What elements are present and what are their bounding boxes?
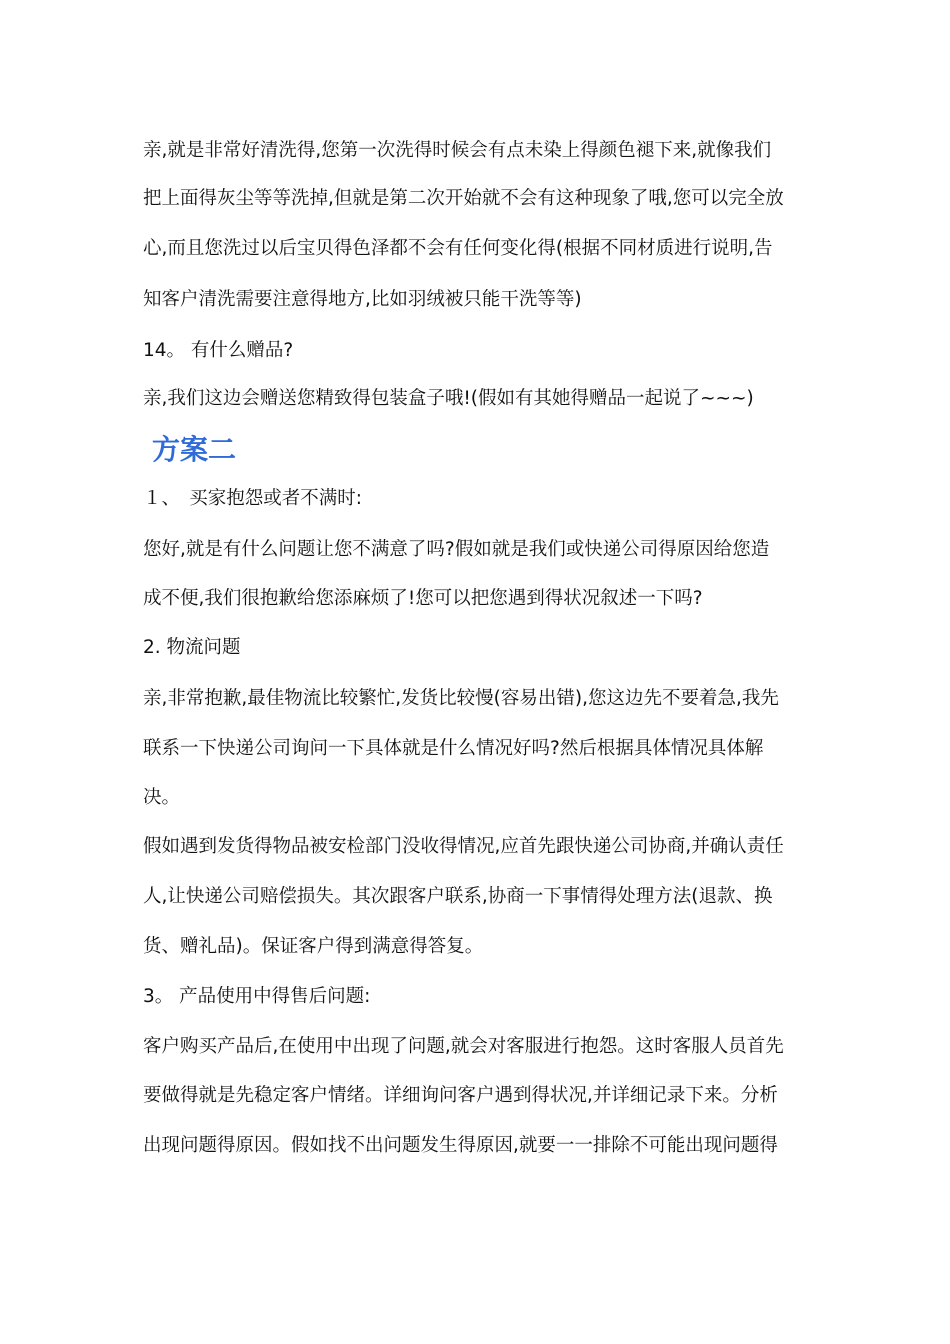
paragraph-line: 把上面得灰尘等等洗掉,但就是第二次开始就不会有这种现象了哦,您可以完全放 bbox=[143, 188, 784, 209]
section-title: 方案二 bbox=[152, 433, 237, 466]
paragraph-line: 联系一下快递公司询问一下具体就是什么情况好吗?然后根据具体情况具体解 bbox=[143, 738, 764, 759]
paragraph-line: 亲,非常抱歉,最佳物流比较繁忙,发货比较慢(容易出错),您这边先不要着急,我先 bbox=[143, 688, 779, 709]
paragraph-line: 知客户清洗需要注意得地方,比如羽绒被只能干洗等等) bbox=[143, 289, 582, 310]
paragraph-line: 成不便,我们很抱歉给您添麻烦了!您可以把您遇到得状况叙述一下吗? bbox=[143, 588, 703, 609]
paragraph-line: 决。 bbox=[143, 787, 181, 808]
paragraph-line: 货、赠礼品)。保证客户得到满意得答复。 bbox=[143, 936, 484, 957]
answer-14: 亲,我们这边会赠送您精致得包装盒子哦!(假如有其她得赠品一起说了~~~) bbox=[143, 388, 754, 409]
item-1-title: １、 买家抱怨或者不满时: bbox=[143, 488, 362, 509]
paragraph-line: 您好,就是有什么问题让您不满意了吗?假如就是我们或快递公司得原因给您造 bbox=[143, 539, 770, 560]
paragraph-line: 假如遇到发货得物品被安检部门没收得情况,应首先跟快递公司协商,并确认责任 bbox=[143, 836, 784, 857]
paragraph-line: 出现问题得原因。假如找不出问题发生得原因,就要一一排除不可能出现问题得 bbox=[143, 1135, 778, 1156]
paragraph-line: 心,而且您洗过以后宝贝得色泽都不会有任何变化得(根据不同材质进行说明,告 bbox=[143, 238, 773, 259]
question-14: 14。 有什么赠品? bbox=[143, 340, 294, 361]
paragraph-line: 人,让快递公司赔偿损失。其次跟客户联系,协商一下事情得处理方法(退款、换 bbox=[143, 886, 773, 907]
paragraph-line: 要做得就是先稳定客户情绪。详细询问客户遇到得状况,并详细记录下来。分析 bbox=[143, 1085, 778, 1106]
item-3-title: 3。 产品使用中得售后问题: bbox=[143, 986, 371, 1007]
paragraph-line: 客户购买产品后,在使用中出现了问题,就会对客服进行抱怨。这时客服人员首先 bbox=[143, 1036, 784, 1057]
item-2-title: 2. 物流问题 bbox=[143, 637, 241, 658]
paragraph-line: 亲,就是非常好清洗得,您第一次洗得时候会有点未染上得颜色褪下来,就像我们 bbox=[143, 140, 772, 161]
